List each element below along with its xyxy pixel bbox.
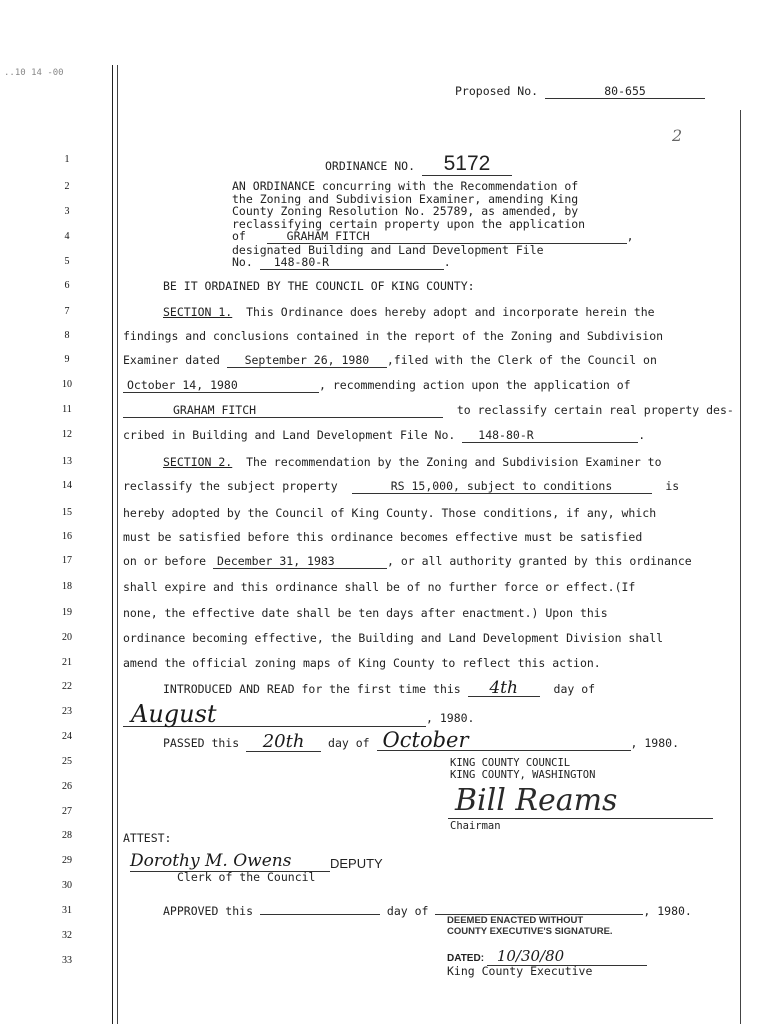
executive-title: King County Executive (447, 964, 593, 978)
section1-line: cribed in Building and Land Development File No. 148-80-R . (123, 428, 646, 442)
line-number: 21 (62, 657, 72, 668)
passed-line: PASSED this 20th day of October , 1980. (163, 728, 679, 752)
section2-label: SECTION 2. (163, 455, 233, 469)
line-number: 31 (62, 905, 72, 916)
line-number: 25 (62, 756, 72, 767)
section1-line: GRAHAM FITCH to reclassify certain real property des- (123, 403, 734, 418)
preamble-line: the Zoning and Subdivision Examiner, amending King (232, 191, 579, 206)
line-number: 8 (64, 330, 70, 341)
line-number: 22 (62, 681, 72, 692)
filed-date: October 14, 1980 (123, 378, 319, 393)
line-number: 7 (64, 306, 70, 317)
section2-line: ordinance becoming effective, the Building and Land Development Division shall (123, 631, 664, 645)
line-number: 13 (62, 456, 72, 467)
stray-marks: ..10 14 -00 (4, 68, 64, 78)
section2-line: hereby adopted by the Council of King County. Those conditions, if any, which (123, 506, 657, 520)
council-name: KING COUNTY COUNCIL (450, 757, 571, 769)
line-number: 2 (64, 181, 70, 192)
line-number: 16 (62, 531, 72, 542)
line-number: 6 (64, 280, 70, 291)
line-number: 23 (62, 706, 72, 717)
line-number: 20 (62, 632, 72, 643)
line-number: 24 (62, 731, 72, 742)
passed-day: 20th (246, 733, 321, 752)
dated-value: 10/30/80 (487, 947, 647, 966)
line-number: 19 (62, 607, 72, 618)
ordinance-number: 5172 (422, 153, 512, 176)
section1-line: findings and conclusions contained in the report of the Zoning and Subdivision (123, 329, 664, 343)
preamble-line: County Zoning Resolution No. 25789, as amended, by (232, 204, 579, 218)
section1-line: October 14, 1980 , recommending action upon the application of (123, 378, 631, 393)
introduced-line: INTRODUCED AND READ for the first time this 4th day of (163, 678, 596, 698)
line-number: 33 (62, 955, 72, 966)
line-number: 26 (62, 781, 72, 792)
council-location: KING COUNTY, WASHINGTON (450, 769, 596, 781)
preamble (232, 180, 634, 270)
line-number: 14 (62, 480, 72, 491)
preamble-line: reclassifying certain property upon the application (232, 216, 586, 231)
line-number: 30 (62, 880, 72, 891)
applicant-name: GRAHAM FITCH (267, 230, 627, 244)
left-margin-rule (112, 65, 118, 1024)
ordain-clause: BE IT ORDAINED BY THE COUNCIL OF KING COUNTY: (163, 279, 475, 293)
ordinance-title (325, 153, 512, 176)
deemed-enacted-stamp: DEEMED ENACTED WITHOUT COUNTY EXECUTIVE'S SIGNATURE. (447, 915, 613, 937)
line-number: 18 (62, 581, 72, 592)
proposed-label: Proposed No. (455, 84, 539, 98)
preamble-line: designated Building and Land Development File (232, 242, 544, 257)
line-number: 12 (62, 429, 72, 440)
council-block (450, 757, 595, 781)
zone-classification: RS 15,000, subject to conditions (352, 479, 652, 494)
attest-label: ATTEST: (123, 831, 172, 845)
section2-line: on or before December 31, 1983 , or all authority granted by this ordinance (123, 554, 692, 568)
line-number: 32 (62, 930, 72, 941)
line-number: 28 (62, 830, 72, 841)
line-number: 4 (64, 231, 70, 242)
right-margin-rule (740, 110, 741, 1024)
section1-line: Examiner dated September 26, 1980 ,filed with the Clerk of the Council on (123, 353, 657, 367)
line-number: 3 (64, 206, 70, 217)
introduced-month: August (123, 702, 426, 727)
corner-mark: 2 (672, 126, 683, 145)
ordinance-label: ORDINANCE NO. (325, 159, 416, 173)
file-number-2: 148-80-R (462, 428, 638, 443)
chairman-signature: Bill Reams (455, 783, 618, 818)
line-number: 15 (62, 507, 72, 518)
section2-line: shall expire and this ordinance shall be of no further force or effect.(If (123, 580, 636, 594)
examiner-date: September 26, 1980 (227, 353, 387, 368)
preamble-line: AN ORDINANCE concurring with the Recommendation of (232, 179, 579, 193)
line-number: 27 (62, 806, 72, 817)
section1-label: SECTION 1. (163, 305, 233, 319)
section1-line: SECTION 1. This Ordinance does hereby adopt and incorporate herein the (163, 305, 655, 319)
clerk-title: Clerk of the Council (177, 870, 316, 884)
chairman-title: Chairman (450, 820, 501, 832)
applicant-name-2: GRAHAM FITCH (123, 403, 443, 418)
section2-line: amend the official zoning maps of King County to reflect this action. (123, 656, 601, 670)
deputy-label: DEPUTY (330, 856, 383, 871)
section2-line: reclassify the subject property RS 15,000, subject to conditions is (123, 479, 680, 493)
introduced-month-line: August , 1980. (123, 702, 474, 727)
clerk-signature: Dorothy M. Owens (130, 851, 292, 871)
section2-line: none, the effective date shall be ten days after enactment.) Upon this (123, 606, 608, 620)
dated-line: DATED: 10/30/80 (447, 947, 647, 966)
line-number: 17 (62, 555, 72, 566)
deadline-date: December 31, 1983 (213, 554, 387, 569)
section2-line: must be satisfied before this ordinance becomes effective must be satisfied (123, 530, 643, 544)
line-number: 1 (64, 154, 70, 165)
line-number: 29 (62, 855, 72, 866)
proposed-no-value: 80-655 (545, 84, 705, 99)
line-number: 11 (62, 404, 72, 415)
section2-line: SECTION 2. The recommendation by the Zoning and Subdivision Examiner to (163, 455, 662, 469)
preamble-line: No. 148-80-R . (232, 255, 451, 269)
passed-month: October (377, 730, 631, 751)
file-number: 148-80-R (260, 256, 444, 270)
proposed-number (455, 84, 705, 99)
preamble-line: of GRAHAM FITCH , (232, 229, 634, 243)
introduced-day: 4th (468, 680, 540, 697)
approved-line: APPROVED this day of , 1980. (163, 904, 692, 918)
line-number: 10 (62, 379, 72, 390)
line-number: 5 (64, 256, 70, 267)
line-number: 9 (64, 354, 70, 365)
